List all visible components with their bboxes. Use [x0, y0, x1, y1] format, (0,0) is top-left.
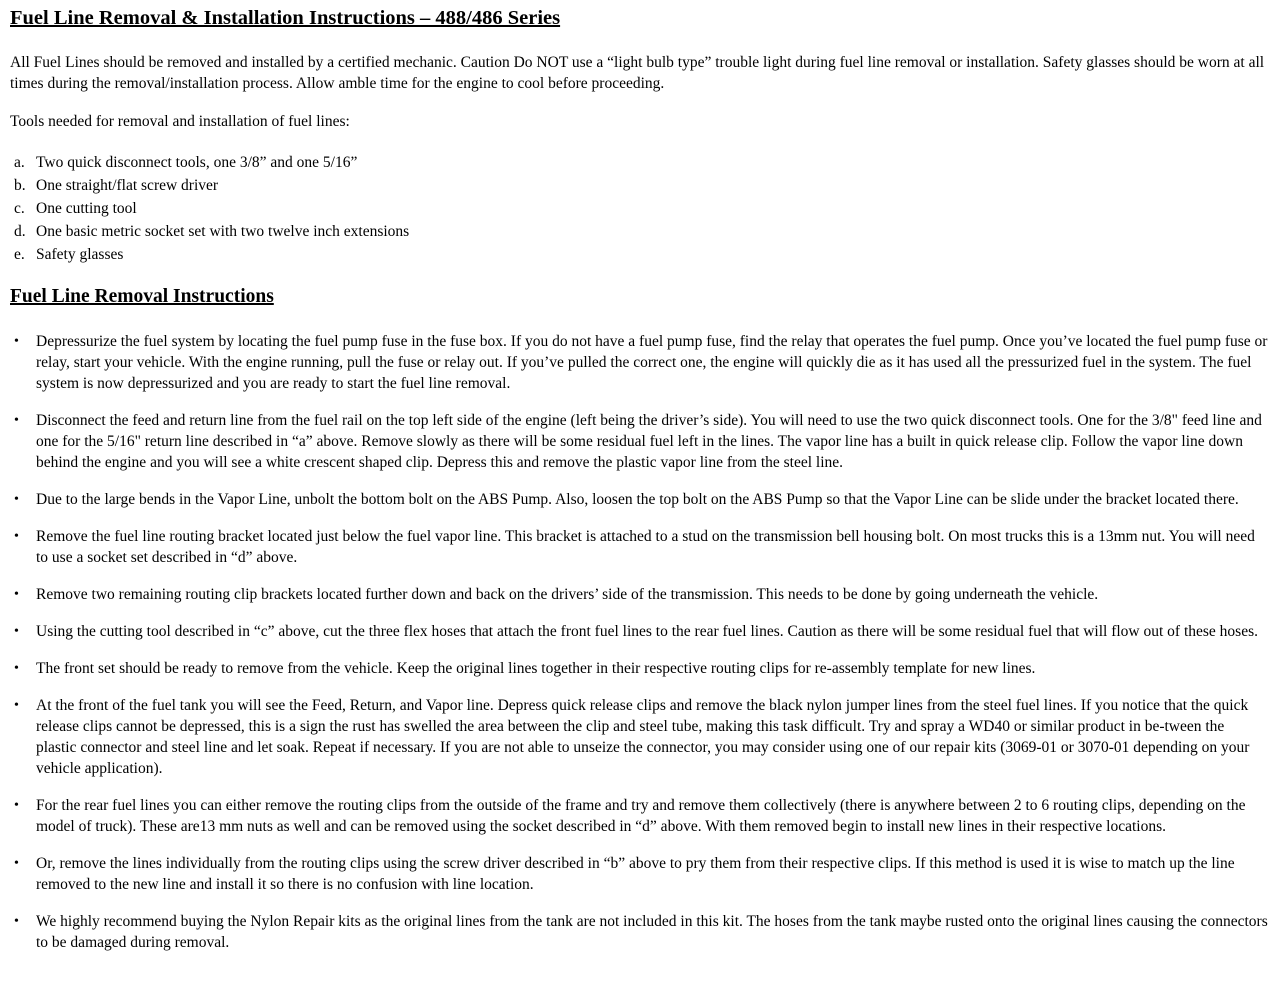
bullet-icon: • — [14, 333, 19, 349]
step-item — [10, 331, 1268, 394]
step-item — [10, 795, 1268, 837]
tool-text: Two quick disconnect tools, one 3/8” and one 5/16” — [36, 153, 358, 171]
document-title: Fuel Line Removal & Installation Instructions – 488/486 Series — [10, 7, 561, 29]
step-item — [10, 658, 1268, 679]
step-text: Due to the large bends in the Vapor Line, unbolt the bottom bolt on the ABS Pump. Also, loosen the top bolt on the ABS Pump so that the Vapor Line can be slide under the bracket located there. — [36, 490, 1239, 508]
tool-text: One basic metric socket set with two twelve inch extensions — [36, 222, 410, 240]
intro-paragraph: All Fuel Lines should be removed and installed by a certified mechanic. Caution Do NOT use a “light bulb type” trouble light during fuel line removal or installation. Safety glasses should be worn at all times during the removal/installation process. Allow amble time for the engine to cool before proceeding. — [10, 53, 1265, 92]
step-text: At the front of the fuel tank you will see the Feed, Return, and Vapor line. Depress quick release clips and remove the black nylon jumper lines from the steel fuel lines. If you notice that the quick release clips cannot be depressed, this is a sign the rust has swelled the area between the clip and steel tube, making this task difficult. Try and spray a WD40 or similar product in be-tween the plastic connector and steel line and let soak. Repeat if necessary. If you are not able to unseize the connector, you may consider using one of our repair kits (3069-01 or 3070-01 depending on your vehicle application). — [36, 696, 1250, 777]
bullet-icon: • — [14, 586, 19, 602]
step-item — [10, 410, 1268, 473]
section-heading: Fuel Line Removal Instructions — [10, 285, 274, 307]
step-text: The front set should be ready to remove from the vehicle. Keep the original lines together in their respective routing clips for re-assembly template for new lines. — [36, 659, 1036, 677]
tools-list — [10, 152, 1268, 265]
step-text: Using the cutting tool described in “c” above, cut the three flex hoses that attach the front fuel lines to the rear fuel lines. Caution as there will be some residual fuel that will flow out of these hoses. — [36, 622, 1258, 640]
tool-marker: b. — [14, 176, 26, 194]
tools-intro-line: Tools needed for removal and installation of fuel lines: — [10, 112, 350, 130]
bullet-icon: • — [14, 797, 19, 813]
step-item — [10, 526, 1268, 568]
tool-text: One cutting tool — [36, 199, 137, 217]
tool-item — [10, 221, 1268, 242]
step-item — [10, 584, 1268, 605]
tool-item — [10, 175, 1268, 196]
tool-text: Safety glasses — [36, 245, 124, 263]
bullet-icon: • — [14, 491, 19, 507]
bullet-icon: • — [14, 412, 19, 428]
tool-marker: d. — [14, 222, 26, 240]
step-text: Disconnect the feed and return line from the fuel rail on the top left side of the engine (left being the driver’s side). You will need to use the two quick disconnect tools. One for the 3/8" feed line and one for the 5/16" return line described in “a” above. Remove slowly as there will be some residual fuel left in the lines. The vapor line has a built in quick release clip. Follow the vapor line down behind the engine and you will see a white crescent shaped clip. Depress this and remove the plastic vapor line from the steel line. — [36, 411, 1262, 471]
step-item — [10, 489, 1268, 510]
step-text: Depressurize the fuel system by locating the fuel pump fuse in the fuse box. If you do not have a fuel pump fuse, find the relay that operates the fuel pump. Once you’ve located the fuel pump fuse or relay, start your vehicle. With the engine running, pull the fuse or relay out. If you’ve pulled the correct one, the engine will quickly die as it has used all the pressurized fuel in the system. The fuel system is now depressurized and you are ready to start the fuel line removal. — [36, 332, 1268, 392]
bullet-icon: • — [14, 660, 19, 676]
step-text: For the rear fuel lines you can either remove the routing clips from the outside of the frame and try and remove them collectively (there is anywhere between 2 to 6 routing clips, depending on the model of truck). These are13 mm nuts as well and can be removed using the socket described in “d” above. With them removed begin to install new lines in their respective locations. — [36, 796, 1246, 835]
step-item — [10, 695, 1268, 779]
step-text: Remove two remaining routing clip brackets located further down and back on the drivers’ side of the transmission. This needs to be done by going underneath the vehicle. — [36, 585, 1099, 603]
step-item — [10, 621, 1268, 642]
steps-list — [10, 331, 1268, 953]
bullet-icon: • — [14, 697, 19, 713]
tool-marker: a. — [14, 153, 25, 171]
step-text: Remove the fuel line routing bracket located just below the fuel vapor line. This bracket is attached to a stud on the transmission bell housing bolt. On most trucks this is a 13mm nut. You will need to use a socket set described in “d” above. — [36, 527, 1255, 566]
step-text: Or, remove the lines individually from the routing clips using the screw driver described in “b” above to pry them from their respective clips. If this method is used it is wise to match up the line removed to the new line and install it so there is no confusion with line location. — [36, 854, 1235, 893]
tool-marker: c. — [14, 199, 25, 217]
bullet-icon: • — [14, 913, 19, 929]
bullet-icon: • — [14, 855, 19, 871]
tool-marker: e. — [14, 245, 25, 263]
step-text: We highly recommend buying the Nylon Repair kits as the original lines from the tank are not included in this kit. The hoses from the tank maybe rusted onto the original lines causing the connectors to be damaged during removal. — [36, 912, 1268, 951]
step-item — [10, 911, 1268, 953]
tool-text: One straight/flat screw driver — [36, 176, 219, 194]
tool-item — [10, 244, 1268, 265]
tool-item — [10, 152, 1268, 173]
tool-item — [10, 198, 1268, 219]
bullet-icon: • — [14, 623, 19, 639]
bullet-icon: • — [14, 528, 19, 544]
step-item — [10, 853, 1268, 895]
